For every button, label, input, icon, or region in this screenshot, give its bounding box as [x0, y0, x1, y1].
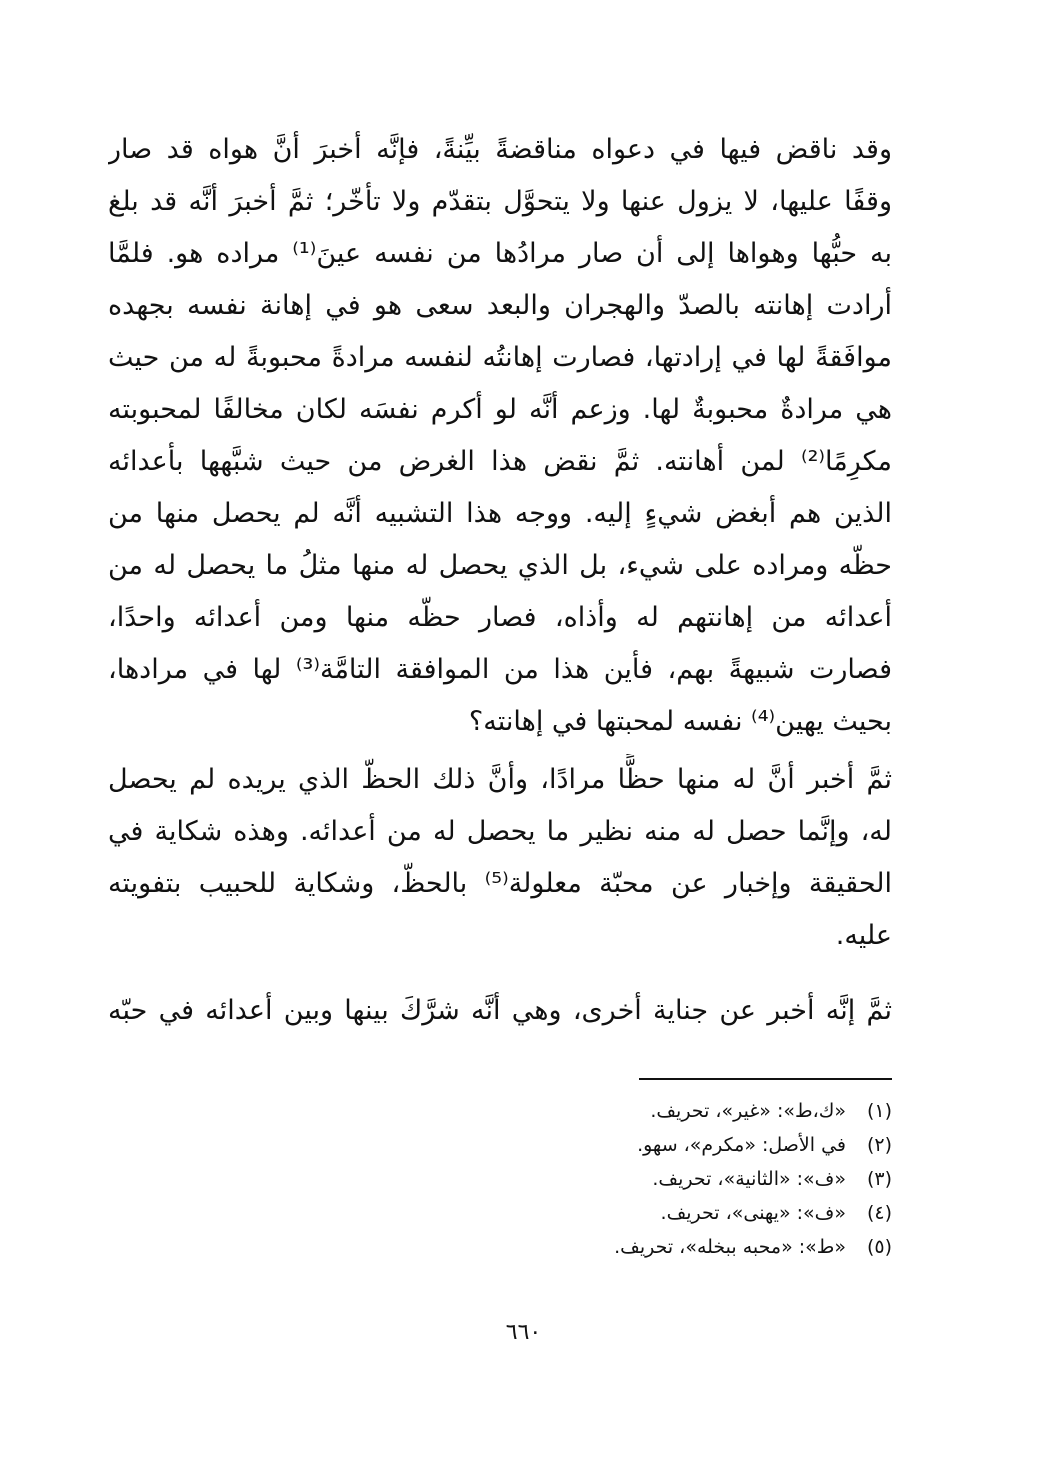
text-line: له، وإنَّما حصل له منه نظير ما يحصل له من أعدائه. وهذه شكاية في	[108, 816, 892, 847]
text-line: أعدائه من إهانتهم له وأذاه، فصار حظّه منها ومن أعدائه واحدًا،	[108, 602, 892, 633]
footnote-text: «ك،ط»: «غير»، تحريف.	[650, 1100, 846, 1122]
footnote	[472, 1196, 892, 1230]
footnote	[472, 1162, 892, 1196]
text-line: مكرِمًا⁽²⁾ لمن أهانته. ثمَّ نقض هذا الغرض من حيث شبَّهها بأعدائه	[108, 446, 892, 477]
text-line: بحيث يهين⁽⁴⁾ نفسه لمحبتها في إهانته؟	[468, 706, 892, 737]
footnotes	[472, 1094, 892, 1264]
text-line: هي مرادةٌ محبوبةٌ لها. وزعم أنَّه لو أكرم نفسَه لكان مخالفًا لمحبوبته	[108, 394, 892, 425]
footnote-number: (٥)	[866, 1236, 892, 1258]
footnote	[472, 1230, 892, 1264]
text-line: ثمَّ إنَّه أخبر عن جناية أخرى، وهي أنَّه شرَّكَ بينها وبين أعدائه في حبّه	[108, 995, 892, 1026]
footnote-number: (٤)	[866, 1202, 892, 1224]
text-line: الحقيقة وإخبار عن محبّة معلولة⁽⁵⁾ بالحظّ، وشكاية للحبيب بتفويته	[108, 868, 892, 899]
text-line: به حبُّها وهواها إلى أن صار مرادُها من نفسه عينَ⁽¹⁾ مراده هو. فلمَّا	[108, 238, 892, 269]
page-number: ٦٦٠	[505, 1320, 542, 1345]
footnote-separator	[639, 1078, 892, 1080]
text-line: فصارت شبيهةً بهم، فأين هذا من الموافقة التامَّة⁽³⁾ لها في مرادها،	[108, 654, 892, 685]
paragraph-2	[108, 754, 892, 962]
footnote-text: «ف»: «الثانية»، تحريف.	[652, 1168, 846, 1190]
footnote-text: «ف»: «يهنى»، تحريف.	[660, 1202, 846, 1224]
text-line: الذين هم أبغض شيءٍ إليه. ووجه هذا التشبيه أنَّه لم يحصل منها من	[108, 498, 892, 529]
footnote-text: في الأصل: «مكرم»، سهو.	[637, 1134, 846, 1156]
text-line: حظّه ومراده على شيء، بل الذي يحصل له منها مثلُ ما يحصل له من	[108, 550, 892, 581]
text-line: أرادت إهانته بالصدّ والهجران والبعد سعى هو في إهانة نفسه بجهده	[108, 290, 892, 321]
text-line: ثمَّ أخبر أنَّ له منها حظًّا مرادًا، وأنَّ ذلك الحظّ الذي يريده لم يحصل	[108, 764, 892, 795]
text-line: عليه.	[835, 920, 892, 951]
text-line: وقفًا عليها، لا يزول عنها ولا يتحوَّل بتقدّم ولا تأخّر؛ ثمَّ أخبرَ أنَّه قد بلغ	[108, 186, 892, 217]
footnote	[472, 1128, 892, 1162]
text-line: وقد ناقض فيها في دعواه مناقضةً بيِّنةً، فإنَّه أخبرَ أنَّ هواه قد صار	[108, 134, 892, 165]
footnote-number: (١)	[866, 1100, 892, 1122]
footnote-text: «ط»: «محبه ببخله»، تحريف.	[614, 1236, 846, 1258]
paragraph-3	[108, 985, 892, 1037]
paragraph-1	[108, 124, 892, 748]
footnote-number: (٢)	[866, 1134, 892, 1156]
footnote-number: (٣)	[866, 1168, 892, 1190]
footnote	[472, 1094, 892, 1128]
text-line: موافَقةً لها في إرادتها، فصارت إهانتُه لنفسه مرادةً محبوبةً له من حيث	[108, 342, 892, 373]
